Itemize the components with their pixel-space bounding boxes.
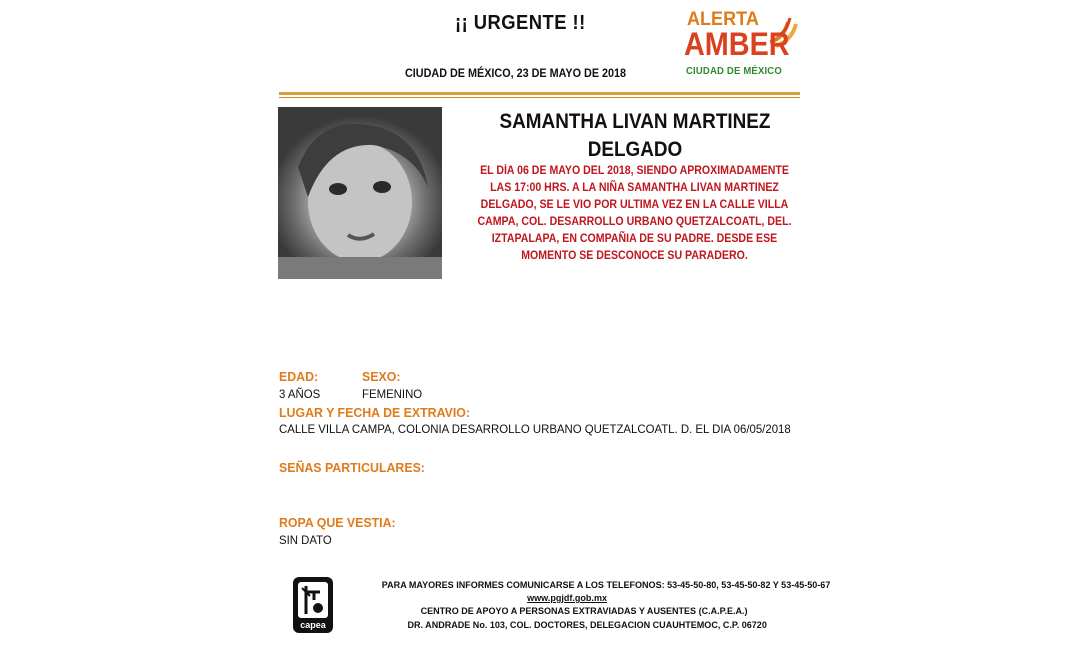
- clothes-value: SIN DATO: [279, 533, 332, 547]
- place-value: CALLE VILLA CAMPA, COLONIA DESARROLLO URBANO QUETZALCOATL. D. EL DIA 06/05/2018: [279, 422, 791, 436]
- age-label: EDAD:: [279, 369, 319, 384]
- logo-line-city: CIUDAD DE MÉXICO: [686, 66, 782, 77]
- header-rule-top: [279, 92, 800, 95]
- footer-address: DR. ANDRADE No. 103, COL. DOCTORES, DELEGACION CUAUHTEMOC, C.P. 06720: [407, 620, 767, 631]
- child-portrait-image: [278, 107, 442, 279]
- capea-logo: [292, 576, 334, 634]
- clothes-label: ROPA QUE VESTIA:: [279, 515, 396, 530]
- person-name: SAMANTHA LIVAN MARTINEZ DELGADO: [499, 110, 771, 161]
- logo-line-alerta: ALERTA: [687, 9, 759, 30]
- header-rule-bottom: [279, 97, 800, 98]
- missing-person-photo: [278, 107, 442, 279]
- urgent-heading: ¡¡ URGENTE !!: [455, 12, 586, 34]
- sex-label: SEXO:: [362, 369, 401, 384]
- marks-label: SEÑAS PARTICULARES:: [279, 460, 425, 475]
- capea-label: capea: [300, 620, 326, 630]
- footer-website-link[interactable]: www.pgjdf.gob.mx: [527, 593, 607, 604]
- place-label: LUGAR Y FECHA DE EXTRAVIO:: [279, 405, 470, 420]
- sex-value: FEMENINO: [362, 387, 423, 401]
- footer-center: CENTRO DE APOYO A PERSONAS EXTRAVIADAS Y AUSENTES (C.A.P.E.A.): [420, 606, 748, 617]
- footer-phones: PARA MAYORES INFORMES COMUNICARSE A LOS TELEFONOS: 53-45-50-80, 53-45-50-82 Y 53-45-50-67: [381, 580, 831, 591]
- logo-line-amber: AMBER: [684, 26, 790, 62]
- dateline: CIUDAD DE MÉXICO, 23 DE MAYO DE 2018: [405, 66, 627, 80]
- disappearance-description: EL DÍA 06 DE MAYO DEL 2018, SIENDO APROXIMADAMENTE LAS 17:00 HRS. A LA NIÑA SAMANTHA LIVAN MARTINEZ DELGADO, SE LE VIO POR ULTIMA VEZ EN LA CALLE VILLA CAMPA, COL. DESARROLLO URBANO QUETZALCOATL, DEL. IZTAPALAPA, EN COMPAÑIA DE SU PADRE. DESDE ESE MOMENTO SE DESCONOCE SU PARADERO.: [477, 165, 792, 262]
- alerta-amber-logo: [684, 8, 804, 80]
- age-value: 3 AÑOS: [279, 387, 321, 401]
